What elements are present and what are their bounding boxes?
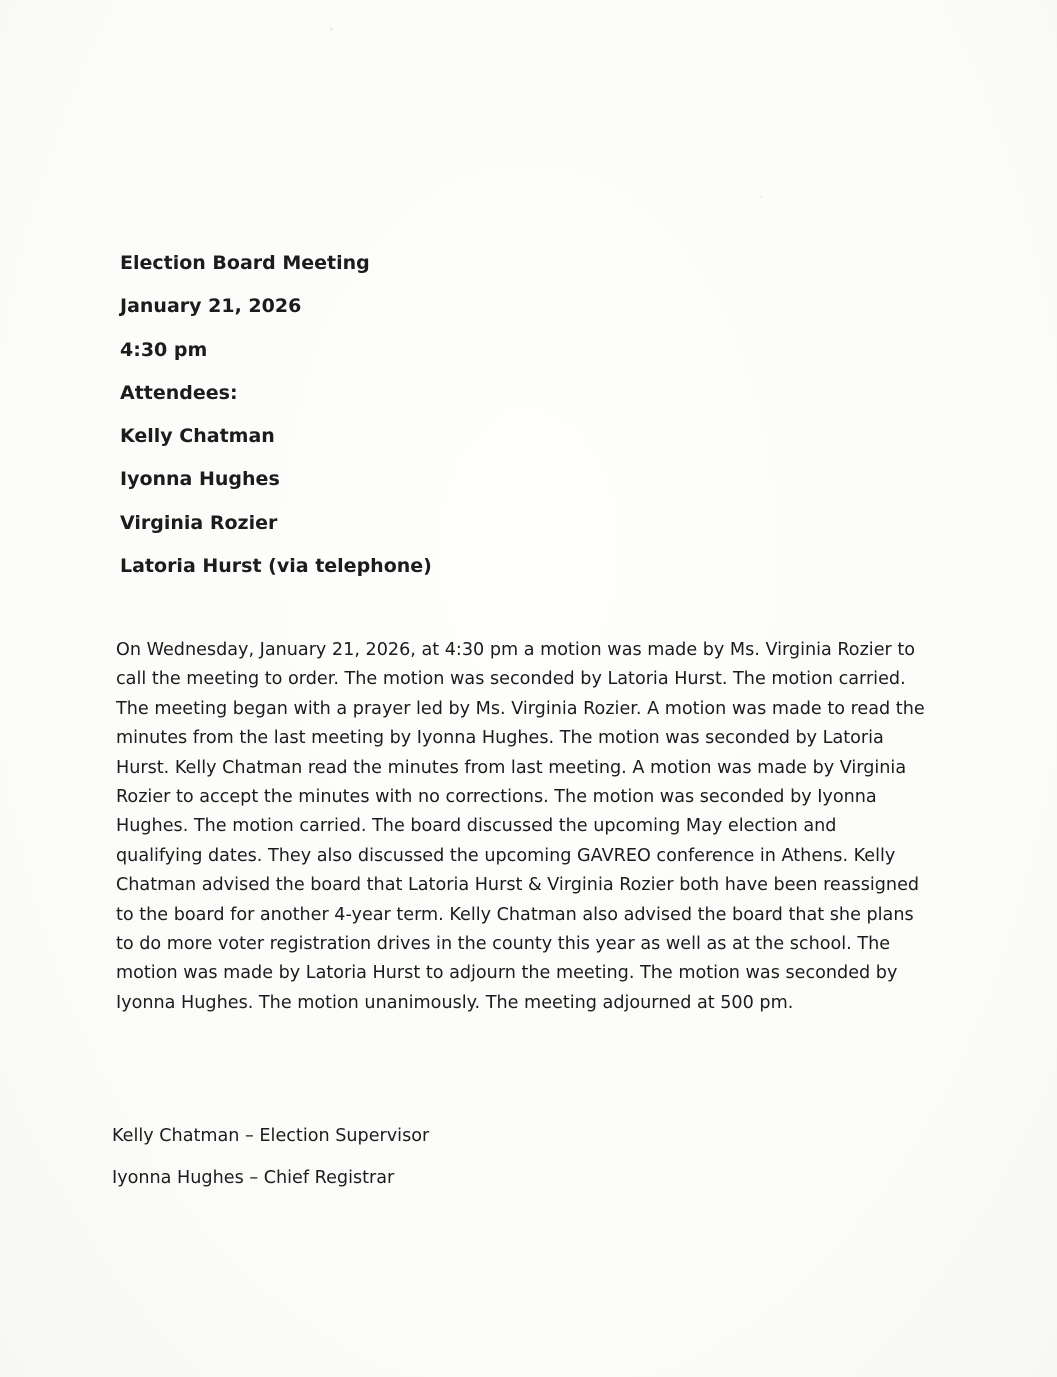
paragraph-line: Rozier to accept the minutes with no corrections. The motion was seconded by Iyonna — [116, 786, 877, 807]
signature-block — [112, 1115, 429, 1199]
meeting-title: Election Board Meeting — [120, 252, 370, 274]
paragraph-line: Iyonna Hughes. The motion unanimously. The meeting adjourned at 500 pm. — [116, 992, 794, 1013]
attendee-name: Virginia Rozier — [120, 511, 278, 534]
meeting-time: 4:30 pm — [120, 338, 208, 361]
attendee-name: Kelly Chatman — [120, 425, 275, 448]
paragraph-line: to do more voter registration drives in the county this year as well as at the school. The — [116, 933, 891, 954]
meeting-header — [120, 242, 432, 588]
scan-artifact — [330, 28, 333, 31]
paragraph-line: to the board for another 4-year term. Kelly Chatman also advised the board that she plans — [116, 904, 914, 925]
signature-registrar: Iyonna Hughes – Chief Registrar — [112, 1168, 395, 1188]
paragraph-line: On Wednesday, January 21, 2026, at 4:30 pm a motion was made by Ms. Virginia Rozier to — [116, 640, 916, 660]
paragraph-line: call the meeting to order. The motion was seconded by Latoria Hurst. The motion carried. — [116, 669, 906, 690]
paragraph-line: motion was made by Latoria Hurst to adjourn the meeting. The motion was seconded by — [116, 963, 898, 984]
scan-artifact — [760, 196, 762, 198]
meeting-date: January 21, 2026 — [120, 295, 302, 318]
signature-supervisor: Kelly Chatman – Election Supervisor — [112, 1126, 430, 1146]
paragraph-line: Hurst. Kelly Chatman read the minutes from last meeting. A motion was made by Virginia — [116, 757, 907, 778]
minutes-paragraph — [116, 636, 928, 1018]
paragraph-line: qualifying dates. They also discussed the upcoming GAVREO conference in Athens. Kelly — [116, 845, 896, 866]
paragraph-line: Hughes. The motion carried. The board discussed the upcoming May election and — [116, 816, 837, 837]
attendees-label: Attendees: — [120, 381, 238, 404]
attendee-name: Latoria Hurst (via telephone) — [120, 555, 432, 578]
paragraph-line: The meeting began with a prayer led by Ms. Virginia Rozier. A motion was made to read the — [116, 698, 925, 719]
attendee-name: Iyonna Hughes — [120, 468, 280, 491]
paragraph-line: minutes from the last meeting by Iyonna Hughes. The motion was seconded by Latoria — [116, 728, 884, 749]
paragraph-line: Chatman advised the board that Latoria Hurst & Virginia Rozier both have been reassigned — [116, 875, 920, 896]
